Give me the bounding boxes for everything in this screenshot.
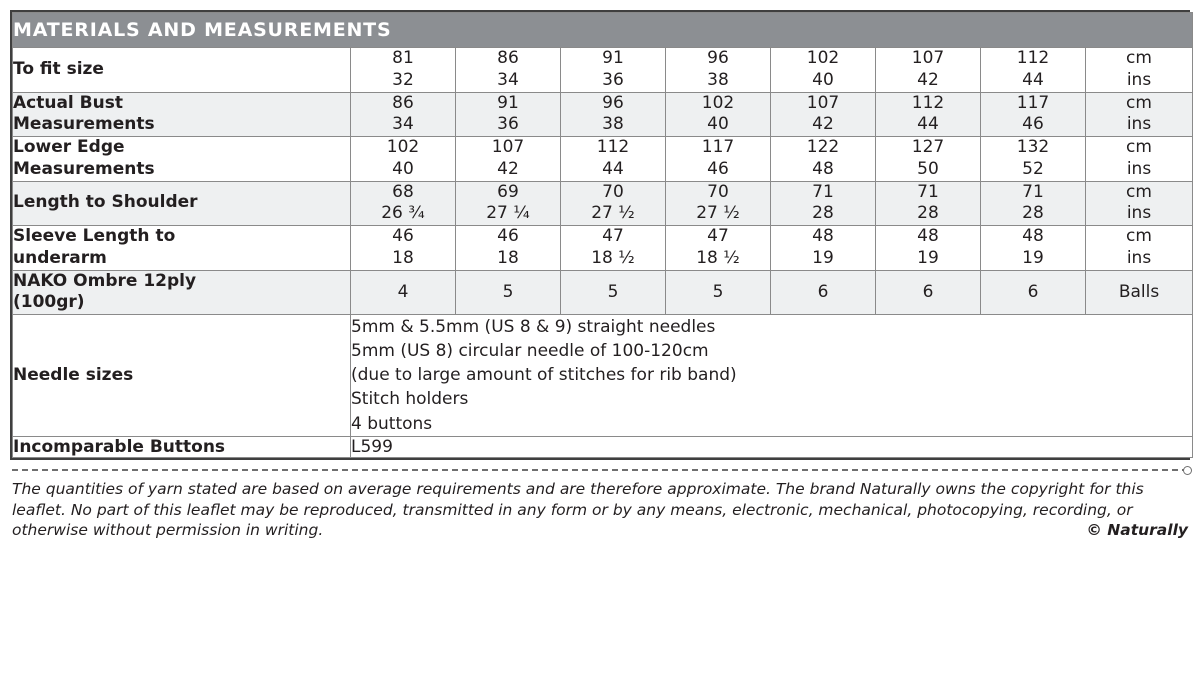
cell-value <box>456 48 561 93</box>
cell-cm: 69 <box>497 181 519 202</box>
cell-cm: 122 <box>806 137 840 157</box>
cell-cm: 71 <box>812 181 834 202</box>
cell-value <box>981 181 1086 226</box>
cell-cm: 102 <box>701 92 735 113</box>
cell-units: Balls <box>1086 270 1193 315</box>
cell-value <box>351 92 456 137</box>
cell-cm: 112 <box>1016 48 1050 68</box>
cell-value <box>456 92 561 137</box>
unit-ins: ins <box>1126 158 1152 179</box>
cell-value <box>876 226 981 271</box>
cell-cm: 47 <box>602 226 624 246</box>
cell-cm: 112 <box>596 137 630 157</box>
cell-cm: 117 <box>1016 92 1050 113</box>
cell-value <box>561 92 666 137</box>
buttons-code: L599 <box>351 436 1193 457</box>
needle-sizes-content <box>351 315 1193 437</box>
measurements-table-container <box>10 10 1190 460</box>
cell-ins: 27 ½ <box>696 203 740 224</box>
table-row <box>13 270 1193 315</box>
cell-value <box>456 226 561 271</box>
cell-ins: 48 <box>812 158 834 179</box>
cell-ins: 32 <box>392 69 414 90</box>
measurements-table <box>12 12 1193 458</box>
cell-value <box>771 181 876 226</box>
cell-cm: 107 <box>806 92 840 113</box>
cell-value: 6 <box>876 270 981 315</box>
cell-value <box>666 181 771 226</box>
cell-ins: 28 <box>1022 203 1044 224</box>
cell-cm: 70 <box>707 181 729 202</box>
cell-units <box>1086 226 1193 271</box>
cell-value: 6 <box>981 270 1086 315</box>
cell-cm: 112 <box>911 92 945 113</box>
cell-ins: 18 <box>497 247 519 268</box>
cell-ins: 40 <box>812 69 834 90</box>
footer-note-line3: recording, or otherwise without permission in writing. <box>12 500 1133 540</box>
needle-line: 4 buttons <box>351 413 433 434</box>
cell-value <box>771 92 876 137</box>
row-label-to-fit-size: To fit size <box>13 48 351 93</box>
cell-value <box>561 181 666 226</box>
cell-ins: 42 <box>812 114 834 135</box>
row-label-line2: (100gr) <box>13 292 85 313</box>
cell-cm: 48 <box>1022 226 1044 246</box>
table-row <box>13 48 1193 93</box>
cell-ins: 34 <box>497 69 519 90</box>
cell-value <box>351 226 456 271</box>
cell-units <box>1086 92 1193 137</box>
cell-value: 5 <box>561 270 666 315</box>
cell-ins: 34 <box>392 114 414 135</box>
cell-value <box>351 48 456 93</box>
cell-cm: 107 <box>911 48 945 68</box>
cell-cm: 48 <box>917 226 939 246</box>
row-label-sleeve-length <box>13 226 351 271</box>
cell-cm: 86 <box>497 48 519 68</box>
cell-cm: 81 <box>392 48 414 68</box>
unit-ins: ins <box>1126 69 1152 90</box>
cell-cm: 71 <box>917 181 939 202</box>
dashed-divider <box>12 469 1188 471</box>
cell-value: 5 <box>456 270 561 315</box>
cell-value <box>351 181 456 226</box>
unit-cm: cm <box>1126 48 1152 68</box>
cell-cm: 102 <box>386 137 420 157</box>
needle-line: 5mm & 5.5mm (US 8 & 9) straight needles <box>351 317 716 337</box>
cell-ins: 42 <box>497 158 519 179</box>
needle-line: Stitch holders <box>351 389 469 410</box>
cell-ins: 44 <box>917 114 939 135</box>
cell-cm: 96 <box>707 48 729 68</box>
cell-cm: 46 <box>392 226 414 246</box>
cell-value <box>561 226 666 271</box>
row-label-line1: Lower Edge <box>13 137 125 157</box>
cell-cm: 70 <box>602 181 624 202</box>
cell-value <box>351 137 456 182</box>
cell-cm: 132 <box>1016 137 1050 157</box>
table-row <box>13 436 1193 457</box>
cell-ins: 19 <box>1022 247 1044 268</box>
page-title: MATERIALS AND MEASUREMENTS <box>13 13 1193 48</box>
unit-ins: ins <box>1126 247 1152 268</box>
cell-value <box>666 226 771 271</box>
cell-value <box>981 48 1086 93</box>
cell-value <box>561 48 666 93</box>
cell-ins: 26 ¾ <box>381 203 425 224</box>
cell-value <box>666 137 771 182</box>
cell-ins: 50 <box>917 158 939 179</box>
row-label-needle-sizes: Needle sizes <box>13 315 351 437</box>
cell-ins: 27 ¼ <box>486 203 530 224</box>
cell-cm: 68 <box>392 181 414 202</box>
copyright-notice: © Naturally <box>1086 521 1188 540</box>
cell-value <box>666 48 771 93</box>
cell-value <box>561 137 666 182</box>
cell-cm: 117 <box>701 137 735 157</box>
cell-ins: 18 ½ <box>696 247 740 268</box>
cell-cm: 46 <box>497 226 519 246</box>
cell-value <box>876 181 981 226</box>
cell-cm: 91 <box>497 92 519 113</box>
cell-ins: 18 ½ <box>591 247 635 268</box>
cell-ins: 27 ½ <box>591 203 635 224</box>
table-row <box>13 315 1193 437</box>
needle-line: 5mm (US 8) circular needle of 100-120cm <box>351 341 709 362</box>
cell-cm: 86 <box>392 92 414 113</box>
footer-note <box>12 479 1188 542</box>
cell-value <box>771 48 876 93</box>
footer-note-line1: The quantities of yarn stated are based on average requirements and are therefore approximate. The brand Naturally owns the copyright <box>12 479 1085 498</box>
cell-value <box>981 92 1086 137</box>
row-label-lower-edge <box>13 137 351 182</box>
unit-ins: ins <box>1126 203 1152 224</box>
row-label-actual-bust <box>13 92 351 137</box>
cell-cm: 71 <box>1022 181 1044 202</box>
cell-value <box>456 181 561 226</box>
cell-cm: 91 <box>602 48 624 68</box>
row-label-line1: Actual Bust <box>13 92 123 113</box>
cell-cm: 48 <box>812 226 834 246</box>
cell-ins: 36 <box>497 114 519 135</box>
row-label-line2: Measurements <box>13 114 155 135</box>
cell-value <box>876 48 981 93</box>
row-label-line2: underarm <box>13 247 107 268</box>
cell-ins: 18 <box>392 247 414 268</box>
cell-ins: 44 <box>1022 69 1044 90</box>
unit-cm: cm <box>1126 226 1152 246</box>
cell-cm: 107 <box>491 137 525 157</box>
cell-value: 4 <box>351 270 456 315</box>
cell-units <box>1086 181 1193 226</box>
cell-ins: 19 <box>812 247 834 268</box>
cell-cm: 127 <box>911 137 945 157</box>
cell-ins: 46 <box>707 158 729 179</box>
table-title-row <box>13 13 1193 48</box>
cell-ins: 28 <box>917 203 939 224</box>
cell-value <box>456 137 561 182</box>
needle-line: (due to large amount of stitches for rib band) <box>351 365 737 386</box>
cell-value <box>771 226 876 271</box>
row-label-line1: Sleeve Length to <box>13 226 176 246</box>
cell-ins: 19 <box>917 247 939 268</box>
footer-note-line2: for this leaflet. No part of this leaflet may be reproduced, transmitted in any form or by any means, electronic, mechanical, photocopying, <box>12 479 1144 519</box>
cell-value: 6 <box>771 270 876 315</box>
cell-value <box>771 137 876 182</box>
cell-cm: 47 <box>707 226 729 246</box>
cell-ins: 28 <box>812 203 834 224</box>
row-label-incomparable-buttons: Incomparable Buttons <box>13 436 351 457</box>
cell-value <box>666 92 771 137</box>
unit-ins: ins <box>1126 114 1152 135</box>
row-label-line1: NAKO Ombre 12ply <box>13 270 197 291</box>
cell-value <box>981 137 1086 182</box>
cell-value <box>876 137 981 182</box>
table-row <box>13 137 1193 182</box>
cell-value: 5 <box>666 270 771 315</box>
cell-ins: 40 <box>707 114 729 135</box>
cell-ins: 46 <box>1022 114 1044 135</box>
cell-ins: 44 <box>602 158 624 179</box>
row-label-line2: Measurements <box>13 158 155 179</box>
row-label-yarn <box>13 270 351 315</box>
cell-value <box>876 92 981 137</box>
unit-cm: cm <box>1126 137 1152 157</box>
cell-cm: 96 <box>602 92 624 113</box>
cell-cm: 102 <box>806 48 840 68</box>
cell-ins: 40 <box>392 158 414 179</box>
cell-ins: 52 <box>1022 158 1044 179</box>
cell-ins: 38 <box>707 69 729 90</box>
cell-ins: 42 <box>917 69 939 90</box>
table-row <box>13 92 1193 137</box>
table-row <box>13 181 1193 226</box>
table-row <box>13 226 1193 271</box>
cell-value <box>981 226 1086 271</box>
cell-ins: 36 <box>602 69 624 90</box>
cell-units <box>1086 137 1193 182</box>
unit-cm: cm <box>1126 92 1152 113</box>
unit-cm: cm <box>1126 181 1152 202</box>
cell-ins: 38 <box>602 114 624 135</box>
row-label-length-to-shoulder: Length to Shoulder <box>13 181 351 226</box>
cell-units <box>1086 48 1193 93</box>
